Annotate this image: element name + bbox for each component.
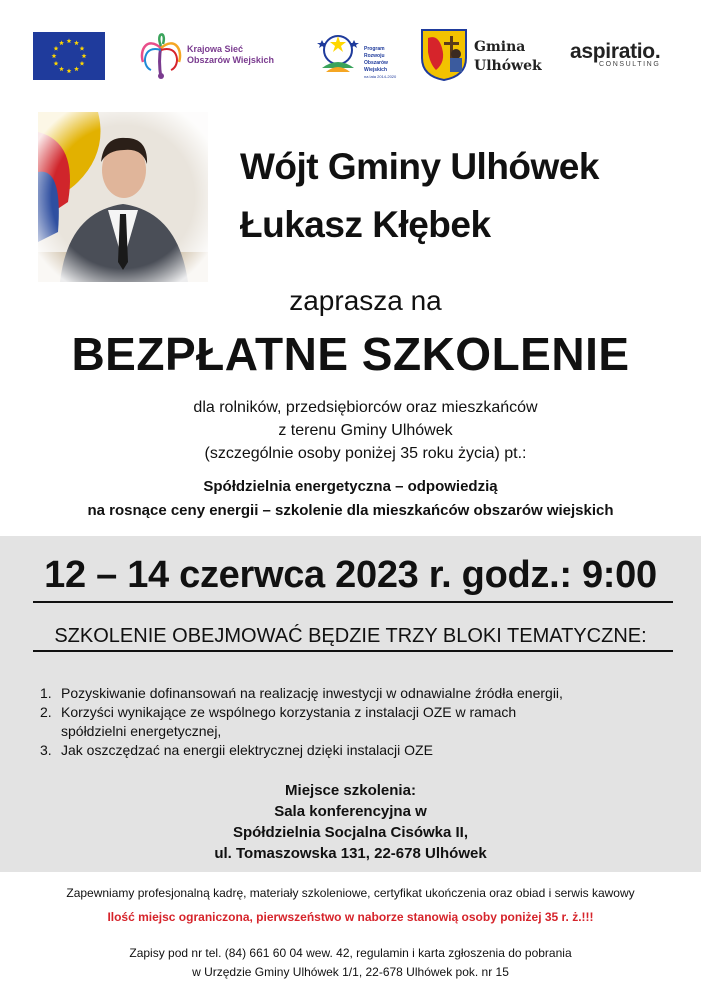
portrait-photo [38, 112, 208, 282]
eu-flag-icon [33, 32, 105, 80]
list-item-number: 1. [40, 685, 52, 701]
gmina-logo-text [474, 38, 542, 76]
list-item-text: Pozyskiwanie dofinansowań na realizację inwestycji w odnawialne źródła energii, [61, 685, 563, 701]
training-topic [0, 475, 701, 523]
svg-text:Wiejskich: Wiejskich [364, 67, 388, 73]
aspiratio-logo [570, 40, 660, 68]
footer-limited-places: Ilość miejsc ograniczona, pierwszeństwo w naborze stanowią osoby poniżej 35 r. ż.!!! [107, 910, 594, 924]
description-line: z terenu Gminy Ulhówek [278, 422, 453, 439]
blocks-list [40, 684, 670, 760]
blocks-heading: SZKOLENIE OBEJMOWAĆ BĘDZIE TRZY BLOKI TEMATYCZNE: [54, 625, 647, 647]
venue-line: Sala konferencyjna w [274, 803, 427, 820]
venue-info [0, 780, 701, 864]
event-date: 12 – 14 czerwca 2023 r. godz.: 9:00 [44, 554, 657, 596]
header-title-line1: Wójt Gminy Ulhówek [240, 146, 599, 187]
list-item-number: 3. [40, 742, 52, 758]
list-item-text: Jak oszczędzać na energii elektrycznej dzięki instalacji OZE [61, 742, 433, 758]
main-title: BEZPŁATNE SZKOLENIE [71, 328, 630, 380]
registration-line: Zapisy pod nr tel. (84) 661 60 04 wew. 42, regulamin i karta zgłoszenia do pobrania [129, 946, 572, 960]
list-item-text: Korzyści wynikające ze wspólnego korzystania z instalacji OZE w ramach spółdzielni energetycznej, [61, 704, 517, 739]
venue-line: ul. Tomaszowska 131, 22-678 Ulhówek [214, 845, 487, 862]
list-item-number: 2. [40, 704, 52, 720]
invite-text: zaprasza na [289, 285, 442, 316]
description-line: (szczególnie osoby poniżej 35 roku życia) pt.: [204, 445, 527, 462]
list-item [40, 741, 670, 760]
blocks-heading-underline [33, 650, 673, 652]
audience-description [0, 396, 701, 465]
venue-line: Spółdzielnia Socjalna Cisówka II, [232, 824, 469, 841]
aspiratio-sub: CONSULTING [599, 61, 661, 68]
description-line: dla rolników, przedsiębiorców oraz mieszkańców [193, 399, 538, 416]
svg-text:Program: Program [364, 46, 385, 52]
svg-text:Rozwoju: Rozwoju [364, 53, 385, 59]
svg-text:Obszarów: Obszarów [364, 60, 388, 66]
venue-line: Miejsce szkolenia: [285, 782, 416, 799]
topic-line: Spółdzielnia energetyczna – odpowiedzią [203, 478, 498, 495]
ksow-logo-text: Krajowa Sieć Obszarów Wiejskich [187, 44, 274, 65]
header-title-line2: Łukasz Kłębek [240, 204, 491, 245]
gmina-crest-icon [420, 28, 468, 82]
gmina-line2: Ulhówek [474, 58, 542, 74]
footer-offer: Zapewniamy profesjonalną kadrę, materiały szkoleniowe, certyfikat ukończenia oraz obiad i serwis kawowy [66, 886, 635, 900]
prow-logo-icon [308, 28, 408, 84]
aspiratio-name: aspiratio. [570, 40, 661, 63]
date-underline [33, 601, 673, 603]
svg-text:na lata 2014-2020: na lata 2014-2020 [364, 74, 397, 79]
gmina-line1: Gmina [474, 39, 526, 55]
list-item [40, 684, 670, 703]
footer-registration [0, 944, 701, 982]
list-item [40, 703, 670, 741]
topic-line: na rosnące ceny energii – szkolenie dla mieszkańców obszarów wiejskich [87, 502, 614, 519]
registration-line: w Urzędzie Gminy Ulhówek 1/1, 22-678 Ulhówek pok. nr 15 [192, 965, 509, 979]
